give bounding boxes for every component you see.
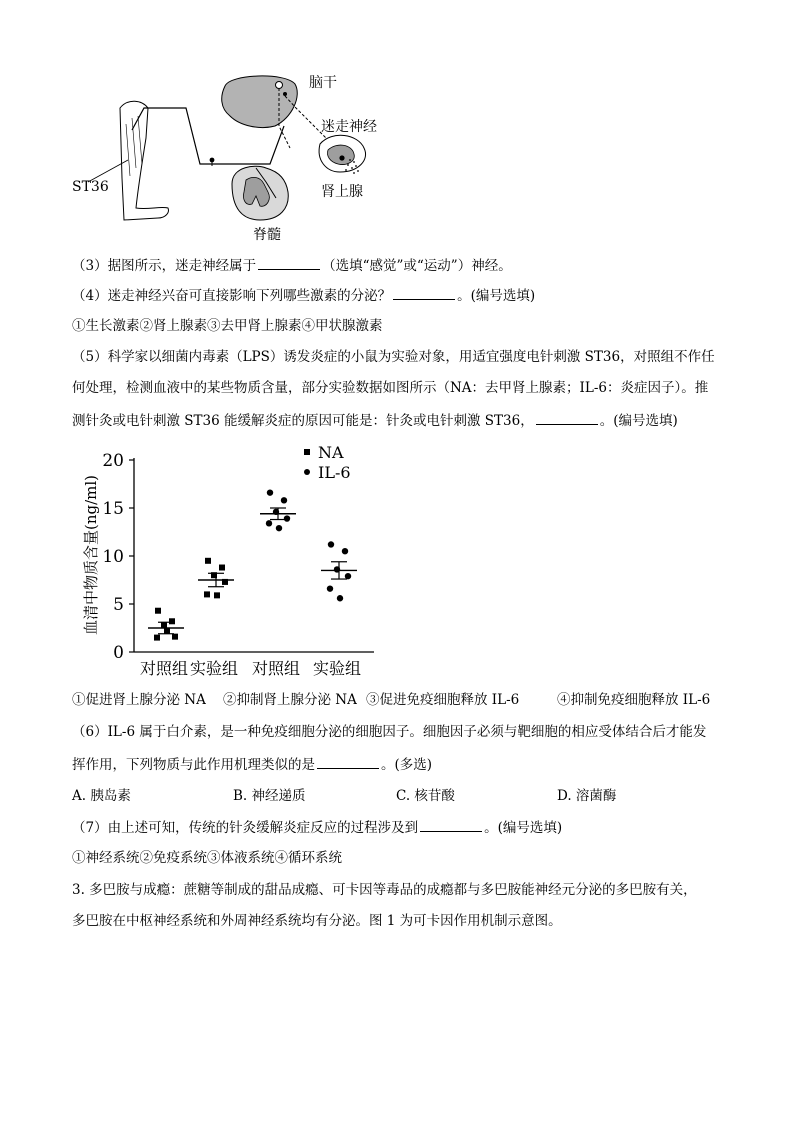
q6-option-d[interactable]: D. 溶菌酶 bbox=[557, 788, 617, 804]
q5-text-post: 。(编号选填) bbox=[599, 413, 678, 429]
q3-text-pre: （3）据图所示，迷走神经属于 bbox=[72, 258, 257, 274]
neural-pathway-diagram bbox=[72, 68, 410, 244]
brainstem-nucleus bbox=[276, 82, 283, 89]
il6-data-point bbox=[266, 520, 272, 526]
q7-text-pre: （7）由上述可知，传统的针灸缓解炎症反应的过程涉及到 bbox=[72, 820, 419, 836]
question-3 bbox=[72, 255, 732, 276]
q5-answer-blank[interactable] bbox=[536, 410, 598, 425]
q5-option-3[interactable]: ③促进免疫细胞释放 IL-6 bbox=[366, 692, 520, 708]
legend-na-marker bbox=[304, 449, 310, 455]
y-tick-label: 15 bbox=[102, 499, 124, 519]
q4-text-post: 。(编号选填) bbox=[457, 288, 536, 304]
chart-y-label: 血清中物质含量(ng/ml) bbox=[82, 474, 100, 636]
legend-na-label: NA bbox=[318, 443, 344, 462]
diagram-drawing bbox=[80, 68, 410, 244]
q5-line-2: 何处理，检测血液中的某些物质含量，部分实验数据如图所示（NA：去甲肾上腺素；IL-6：炎症因子）。推 bbox=[72, 380, 709, 396]
q6-line-2 bbox=[72, 754, 732, 775]
q5-text-pre: 测针灸或电针刺激 ST36 能缓解炎症的原因可能是：针灸或电针刺激 ST36， bbox=[72, 413, 534, 429]
question-4 bbox=[72, 285, 732, 306]
y-tick-label: 10 bbox=[102, 547, 124, 567]
label-st36: ST36 bbox=[72, 179, 109, 195]
q6-text-pre: 挥作用，下列物质与此作用机理类似的是 bbox=[72, 757, 315, 773]
na-data-point bbox=[219, 565, 225, 571]
q4-options: ①生长激素②肾上腺素③去甲肾上腺素④甲状腺激素 bbox=[72, 318, 383, 334]
q5-option-2[interactable]: ②抑制肾上腺分泌 NA bbox=[223, 692, 357, 708]
q6-text-post: 。(多选) bbox=[381, 757, 433, 773]
il6-data-point bbox=[342, 548, 348, 554]
y-tick-label: 0 bbox=[113, 643, 124, 663]
na-data-point bbox=[172, 634, 178, 640]
il6-data-point bbox=[276, 525, 282, 531]
x-category-label: 对照组 bbox=[139, 659, 189, 678]
q7-options: ①神经系统②免疫系统③体液系统④循环系统 bbox=[72, 850, 342, 866]
il6-data-point bbox=[345, 573, 351, 579]
chart-canvas bbox=[74, 440, 394, 680]
x-category-label: 实验组 bbox=[312, 659, 362, 678]
q5-option-1[interactable]: ①促进肾上腺分泌 NA bbox=[72, 692, 206, 708]
q6-answer-blank[interactable] bbox=[317, 754, 379, 769]
na-data-point bbox=[204, 591, 210, 597]
y-tick-label: 5 bbox=[113, 595, 124, 615]
q4-text-pre: （4）迷走神经兴奋可直接影响下列哪些激素的分泌？ bbox=[72, 288, 392, 304]
legend-il6-label: IL-6 bbox=[318, 463, 351, 482]
na-data-point bbox=[169, 618, 175, 624]
q8-line-1: 3. 多巴胺与成瘾：蔗糖等制成的甜品成瘾、可卡因等毒品的成瘾都与多巴胺能神经元分泌的多巴胺有关， bbox=[72, 882, 697, 898]
x-category-label: 对照组 bbox=[251, 659, 301, 678]
label-vagus-nerve: 迷走神经 bbox=[321, 119, 377, 135]
il6-data-point bbox=[327, 585, 333, 591]
scatter-chart bbox=[74, 440, 394, 680]
q5-line-1: （5）科学家以细菌内毒素（LPS）诱发炎症的小鼠为实验对象，用适宜强度电针刺激 ST36，对照组不作任 bbox=[72, 349, 715, 365]
il6-data-point bbox=[267, 489, 273, 495]
q6-option-b[interactable]: B. 神经递质 bbox=[233, 788, 306, 804]
q3-answer-blank[interactable] bbox=[258, 255, 320, 270]
question-7 bbox=[72, 817, 732, 838]
il6-data-point bbox=[328, 541, 334, 547]
na-data-point bbox=[164, 628, 170, 634]
na-data-point bbox=[155, 608, 161, 614]
il6-data-point bbox=[337, 595, 343, 601]
na-data-point bbox=[205, 558, 211, 564]
q7-answer-blank[interactable] bbox=[420, 817, 482, 832]
q7-text-post: 。(编号选填) bbox=[484, 820, 563, 836]
na-data-point bbox=[154, 635, 160, 641]
na-data-point bbox=[214, 592, 220, 598]
label-brainstem: 脑干 bbox=[309, 75, 337, 91]
q5-line-3 bbox=[72, 410, 732, 431]
il6-data-point bbox=[281, 497, 287, 503]
q6-option-a[interactable]: A. 胰岛素 bbox=[72, 788, 131, 804]
q3-text-post: （选填“感觉”或“运动”）神经。 bbox=[322, 258, 512, 274]
q5-option-4[interactable]: ④抑制免疫细胞释放 IL-6 bbox=[557, 692, 711, 708]
q4-answer-blank[interactable] bbox=[393, 285, 455, 300]
label-adrenal-gland: 肾上腺 bbox=[321, 184, 363, 200]
label-spinal-cord: 脊髓 bbox=[253, 227, 281, 243]
brainstem-shape bbox=[222, 76, 298, 128]
q6-option-c[interactable]: C. 核苷酸 bbox=[396, 788, 455, 804]
q6-line-1: （6）IL-6 属于白介素，是一种免疫细胞分泌的细胞因子。细胞因子必须与靶细胞的相应受体结合后才能发 bbox=[72, 724, 707, 740]
y-tick-label: 20 bbox=[102, 451, 124, 471]
il6-data-point bbox=[284, 515, 290, 521]
legend-il6-marker bbox=[304, 469, 310, 475]
x-category-label: 实验组 bbox=[189, 659, 239, 678]
q8-line-2: 多巴胺在中枢神经系统和外周神经系统均有分泌。图 1 为可卡因作用机制示意图。 bbox=[72, 913, 562, 929]
